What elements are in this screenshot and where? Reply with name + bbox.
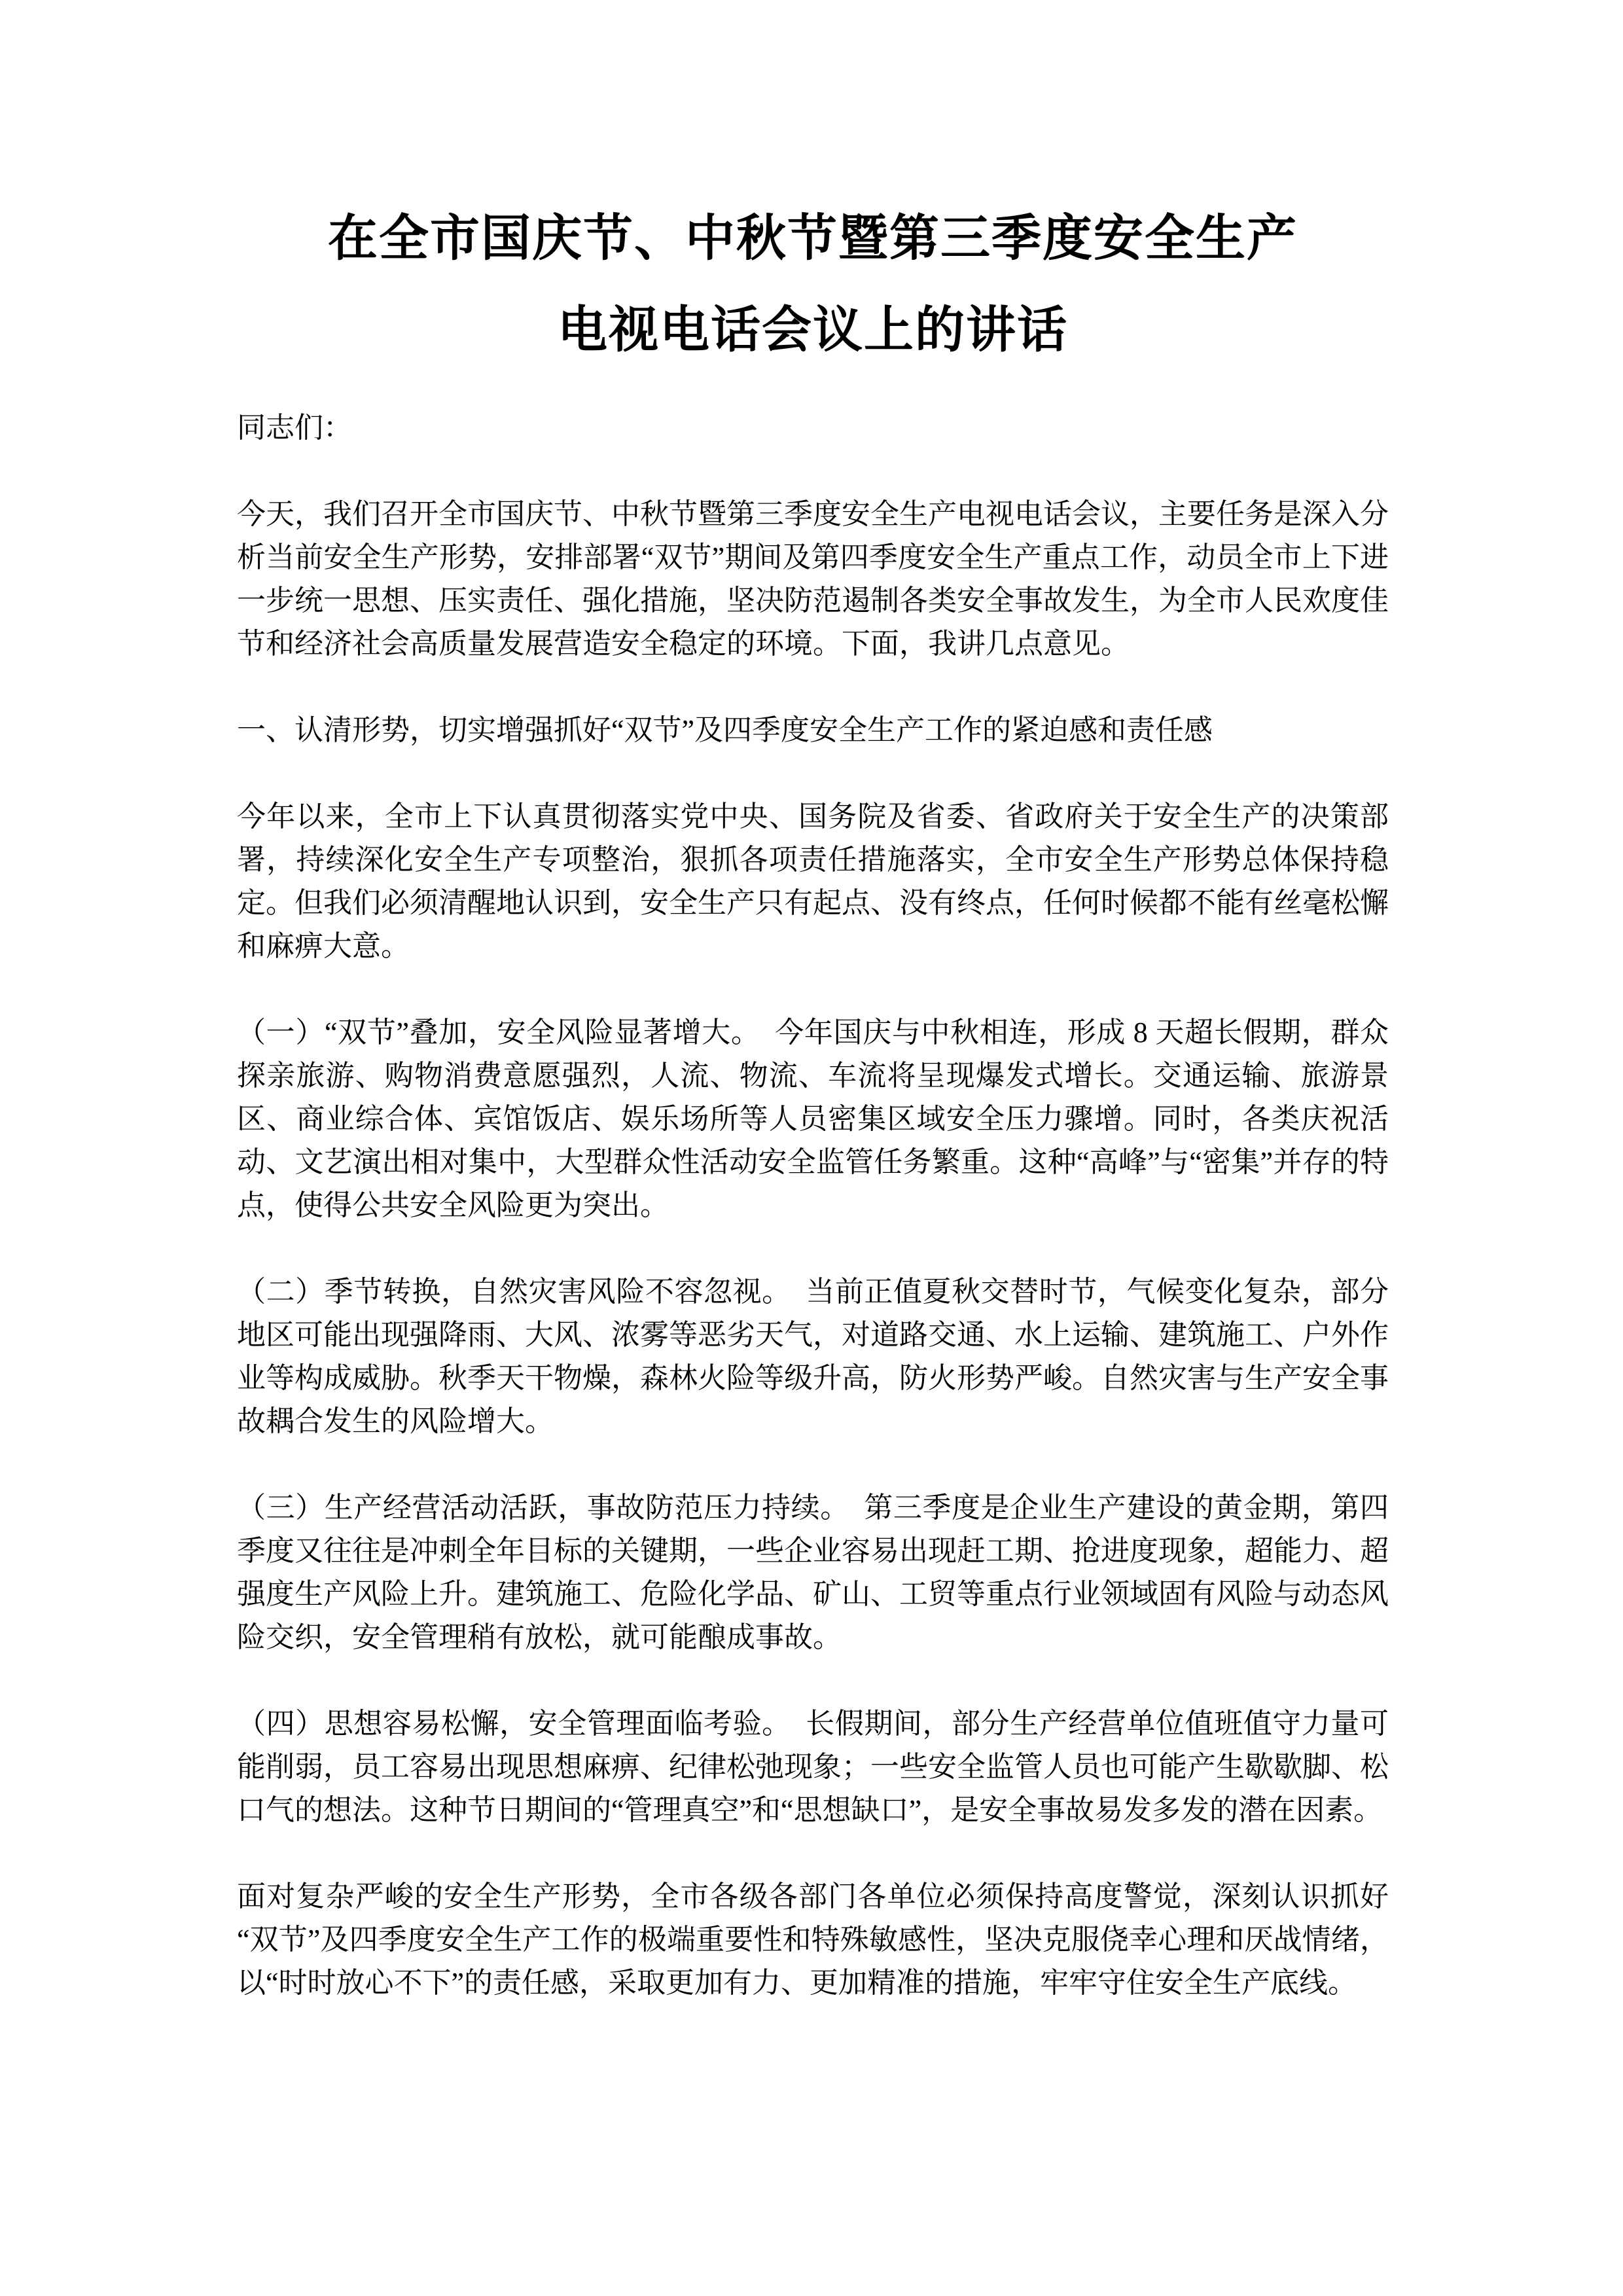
intro-paragraph: 今天，我们召开全市国庆节、中秋节暨第三季度安全生产电视电话会议，主要任务是深入分析当前安全生产形势，安排部署“双节”期间及第四季度安全生产重点工作，动员全市上下进一步统一思想、压实责任、强化措施，坚决防范遏制各类安全事故发生，为全市人民欢度佳节和经济社会高质量发展营造安全稳定的环境。下面，我讲几点意见。 (237, 498, 1389, 660)
point-2-paragraph: （二）季节转换，自然灾害风险不容忽视。 当前正值夏秋交替时节，气候变化复杂，部分地区可能出现强降雨、大风、浓雾等恶劣天气，对道路交通、水上运输、建筑施工、户外作业等构成威胁。秋季天干物燥，森林火险等级升高，防火形势严峻。自然灾害与生产安全事故耦合发生的风险增大。 (237, 1276, 1389, 1437)
section-1-heading: 一、认清形势，切实增强抓好“双节”及四季度安全生产工作的紧迫感和责任感 (237, 714, 1213, 746)
section-1-overview-paragraph: 今年以来，全市上下认真贯彻落实党中央、国务院及省委、省政府关于安全生产的决策部署，持续深化安全生产专项整治，狠抓各项责任措施落实，全市安全生产形势总体保持稳定。但我们必须清醒地认识到，安全生产只有起点、没有终点，任何时候都不能有丝毫松懈和麻痹大意。 (237, 800, 1389, 962)
closing-paragraph: 面对复杂严峻的安全生产形势，全市各级各部门各单位必须保持高度警觉，深刻认识抓好“双节”及四季度安全生产工作的极端重要性和特殊敏感性，坚决克服侥幸心理和厌战情绪，以“时时放心不下”的责任感，采取更加有力、更加精准的措施，牢牢守住安全生产底线。 (237, 1880, 1389, 1999)
point-3-paragraph: （三）生产经营活动活跃，事故防范压力持续。 第三季度是企业生产建设的黄金期，第四季度又往往是冲刺全年目标的关键期，一些企业容易出现赶工期、抢进度现象，超能力、超强度生产风险上升。建筑施工、危险化学品、矿山、工贸等重点行业领域固有风险与动态风险交织，安全管理稍有放松，就可能酿成事故。 (237, 1492, 1389, 1653)
document-title-line-2: 电视电话会议上的讲话 (558, 303, 1068, 358)
salutation: 同志们： (237, 412, 352, 444)
document-title (237, 193, 1389, 376)
point-4-paragraph: （四）思想容易松懈，安全管理面临考验。 长假期间，部分生产经营单位值班值守力量可能削弱，员工容易出现思想麻痹、纪律松弛现象；一些安全监管人员也可能产生歇歇脚、松口气的想法。这种节日期间的“管理真空”和“思想缺口”，是安全事故易发多发的潜在因素。 (237, 1708, 1389, 1826)
point-1-paragraph: （一）“双节”叠加，安全风险显著增大。 今年国庆与中秋相连，形成 8 天超长假期，群众探亲旅游、购物消费意愿强烈，人流、物流、车流将呈现爆发式增长。交通运输、旅游景区、商业综合体、宾馆饭店、娱乐场所等人员密集区域安全压力骤增。同时，各类庆祝活动、文艺演出相对集中，大型群众性活动安全监管任务繁重。这种“高峰”与“密集”并存的特点，使得公共安全风险更为突出。 (237, 1016, 1389, 1221)
document-title-line-1: 在全市国庆节、中秋节暨第三季度安全生产 (328, 211, 1298, 266)
document-body (237, 406, 1389, 2005)
